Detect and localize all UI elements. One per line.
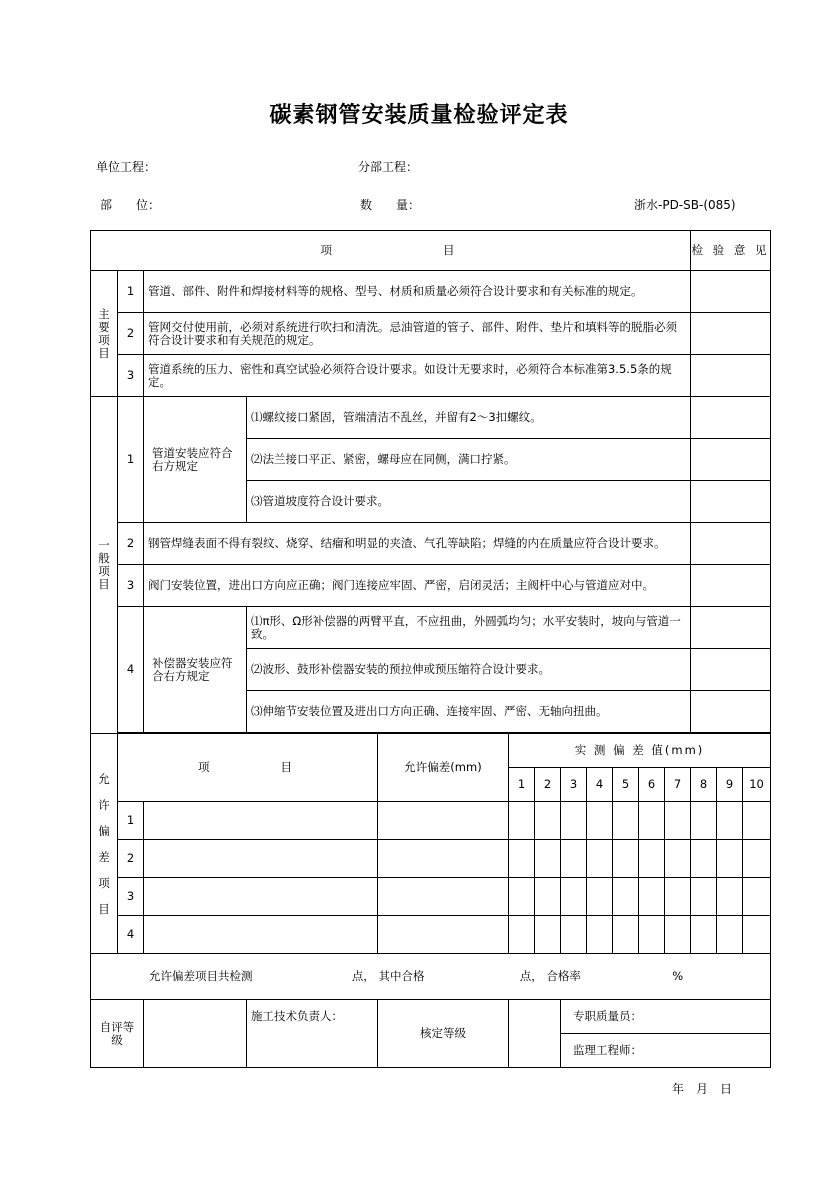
- general-sub-item: ⑴π形、Ω形补偿器的两臂平直，不应扭曲，外圆弧均匀；水平安装时，坡向与管道一致。: [247, 607, 691, 649]
- allow-deviation-cell[interactable]: [378, 840, 509, 878]
- general-sub-item: ⑶伸缩节安装位置及进出口方向正确、连接牢固、严密、无轴向扭曲。: [247, 691, 691, 733]
- measure-cell[interactable]: [665, 878, 691, 916]
- measure-cell[interactable]: [691, 840, 717, 878]
- opinion-cell[interactable]: [691, 439, 771, 481]
- general-item-name: 管道安装应符合右方规定: [144, 397, 247, 523]
- main-item-no: 1: [118, 271, 144, 313]
- opinion-cell[interactable]: [691, 565, 771, 607]
- allow-deviation-cell[interactable]: [378, 802, 509, 840]
- measure-cell[interactable]: [535, 878, 561, 916]
- measure-no: 5: [613, 768, 639, 802]
- supervisor-label: 监理工程师：: [561, 1034, 771, 1068]
- measure-no: 1: [509, 768, 535, 802]
- measured-deviation-header: 实 测 偏 差 值(mm): [509, 734, 771, 768]
- general-sub-item: ⑶管道坡度符合设计要求。: [247, 481, 691, 523]
- measure-cell[interactable]: [665, 840, 691, 878]
- measure-cell[interactable]: [561, 840, 587, 878]
- opinion-cell[interactable]: [691, 523, 771, 565]
- measure-cell[interactable]: [587, 916, 613, 954]
- measure-cell[interactable]: [743, 840, 771, 878]
- main-item-text: 管道、部件、附件和焊接材料等的规格、型号、材质和质量必须符合设计要求和有关标准的规定。: [144, 271, 691, 313]
- measure-cell[interactable]: [561, 916, 587, 954]
- measure-cell[interactable]: [743, 878, 771, 916]
- tolerance-item-cell[interactable]: [144, 840, 378, 878]
- opinion-cell[interactable]: [691, 607, 771, 649]
- location-label: 部 位：: [100, 198, 161, 212]
- measure-cell[interactable]: [665, 916, 691, 954]
- general-item-no: 4: [118, 607, 144, 733]
- tolerance-row-no: 1: [118, 802, 144, 840]
- measure-no: 10: [743, 768, 771, 802]
- allow-deviation-cell[interactable]: [378, 916, 509, 954]
- allow-deviation-cell[interactable]: [378, 878, 509, 916]
- grade-label: 核定等级: [378, 1000, 509, 1068]
- measure-cell[interactable]: [717, 802, 743, 840]
- measure-no: 2: [535, 768, 561, 802]
- general-sub-item: ⑴螺纹接口紧固，管端清洁不乱丝，并留有2～3扣螺纹。: [247, 397, 691, 439]
- measure-cell[interactable]: [639, 878, 665, 916]
- measure-cell[interactable]: [509, 878, 535, 916]
- date-label: 年 月 日: [672, 1082, 733, 1096]
- measure-no: 9: [717, 768, 743, 802]
- measure-cell[interactable]: [587, 802, 613, 840]
- general-item-no: 3: [118, 565, 144, 607]
- tolerance-row-no: 2: [118, 840, 144, 878]
- measure-cell[interactable]: [535, 840, 561, 878]
- tolerance-item-cell[interactable]: [144, 802, 378, 840]
- measure-cell[interactable]: [665, 802, 691, 840]
- measure-cell[interactable]: [639, 802, 665, 840]
- opinion-cell[interactable]: [691, 649, 771, 691]
- measure-cell[interactable]: [717, 916, 743, 954]
- tolerance-item-cell[interactable]: [144, 916, 378, 954]
- measure-cell[interactable]: [509, 916, 535, 954]
- measure-cell[interactable]: [587, 840, 613, 878]
- opinion-cell[interactable]: [691, 481, 771, 523]
- measure-cell[interactable]: [717, 878, 743, 916]
- summary-point2: 点， 合格率: [519, 969, 581, 983]
- summary-point1: 点， 其中合格: [351, 969, 425, 983]
- form-code: 浙水-PD-SB-(085): [634, 198, 736, 212]
- tolerance-item-cell[interactable]: [144, 878, 378, 916]
- general-item-text: 钢管焊缝表面不得有裂纹、烧穿、结瘤和明显的夹渣、气孔等缺陷；焊缝的内在质量应符合设计要求。: [144, 523, 691, 565]
- allow-deviation-header: 允许偏差(mm): [378, 734, 509, 802]
- tech-lead-label: 施工技术负责人：: [247, 1000, 378, 1068]
- measure-no: 8: [691, 768, 717, 802]
- measure-no: 6: [639, 768, 665, 802]
- general-sub-item: ⑵波形、鼓形补偿器安装的预拉伸或预压缩符合设计要求。: [247, 649, 691, 691]
- opinion-cell[interactable]: [691, 691, 771, 733]
- inspection-table: [90, 230, 771, 1068]
- measure-cell[interactable]: [639, 916, 665, 954]
- general-item-no: 1: [118, 397, 144, 523]
- measure-cell[interactable]: [613, 840, 639, 878]
- measure-cell[interactable]: [613, 802, 639, 840]
- general-item-no: 2: [118, 523, 144, 565]
- tolerance-row-no: 3: [118, 878, 144, 916]
- opinion-cell[interactable]: [691, 271, 771, 313]
- grade-cell[interactable]: [509, 1000, 561, 1068]
- measure-cell[interactable]: [587, 878, 613, 916]
- item-header: 项 目: [91, 231, 691, 271]
- opinion-cell[interactable]: [691, 313, 771, 355]
- measure-cell[interactable]: [509, 802, 535, 840]
- tolerance-items-label: 允许偏差项目: [91, 734, 118, 954]
- measure-no: 4: [587, 768, 613, 802]
- measure-cell[interactable]: [613, 878, 639, 916]
- measure-no: 7: [665, 768, 691, 802]
- general-sub-item: ⑵法兰接口平正、紧密，螺母应在同侧，满口拧紧。: [247, 439, 691, 481]
- measure-cell[interactable]: [639, 840, 665, 878]
- tolerance-row-no: 4: [118, 916, 144, 954]
- measure-cell[interactable]: [535, 916, 561, 954]
- tolerance-item-header: 项 目: [118, 734, 378, 802]
- self-eval-cell[interactable]: [144, 1000, 247, 1068]
- main-item-no: 3: [118, 355, 144, 397]
- sub-project-label: 分部工程：: [358, 160, 419, 174]
- measure-cell[interactable]: [535, 802, 561, 840]
- opinion-cell[interactable]: [691, 397, 771, 439]
- unit-project-label: 单位工程：: [96, 160, 157, 174]
- main-item-text: 管道系统的压力、密性和真空试验必须符合设计要求。如设计无要求时，必须符合本标准第3.5.5条的规定。: [144, 355, 691, 397]
- opinion-cell[interactable]: [691, 355, 771, 397]
- measure-cell[interactable]: [561, 802, 587, 840]
- page-title: 碳素钢管安装质量检验评定表: [269, 103, 569, 128]
- main-items-label: 主要项目: [91, 271, 118, 397]
- general-item-name: 补偿器安装应符合右方规定: [144, 607, 247, 733]
- measure-cell[interactable]: [561, 878, 587, 916]
- tolerance-summary: [91, 954, 771, 1000]
- summary-prefix: 允许偏差项目共检测: [149, 969, 253, 983]
- main-item-text: 管网交付使用前，必须对系统进行吹扫和清洗。忌油管道的管子、部件、附件、垫片和填料等的脱脂必须符合设计要求和有关规范的规定。: [144, 313, 691, 355]
- measure-cell[interactable]: [509, 840, 535, 878]
- measure-cell[interactable]: [691, 916, 717, 954]
- measure-cell[interactable]: [743, 916, 771, 954]
- quantity-label: 数 量：: [360, 198, 421, 212]
- main-item-no: 2: [118, 313, 144, 355]
- measure-no: 3: [561, 768, 587, 802]
- measure-cell[interactable]: [717, 840, 743, 878]
- measure-cell[interactable]: [743, 802, 771, 840]
- general-items-label: 一般项目: [91, 397, 118, 734]
- opinion-header: 检 验 意 见: [691, 231, 771, 271]
- summary-percent: %: [672, 969, 684, 983]
- general-item-text: 阀门安装位置，进出口方向应正确；阀门连接应牢固、严密，启闭灵活；主阀杆中心与管道应对中。: [144, 565, 691, 607]
- self-eval-label: 自评等级: [91, 1000, 144, 1068]
- measure-cell[interactable]: [691, 878, 717, 916]
- measure-cell[interactable]: [613, 916, 639, 954]
- measure-cell[interactable]: [691, 802, 717, 840]
- qc-officer-label: 专职质量员：: [561, 1000, 771, 1034]
